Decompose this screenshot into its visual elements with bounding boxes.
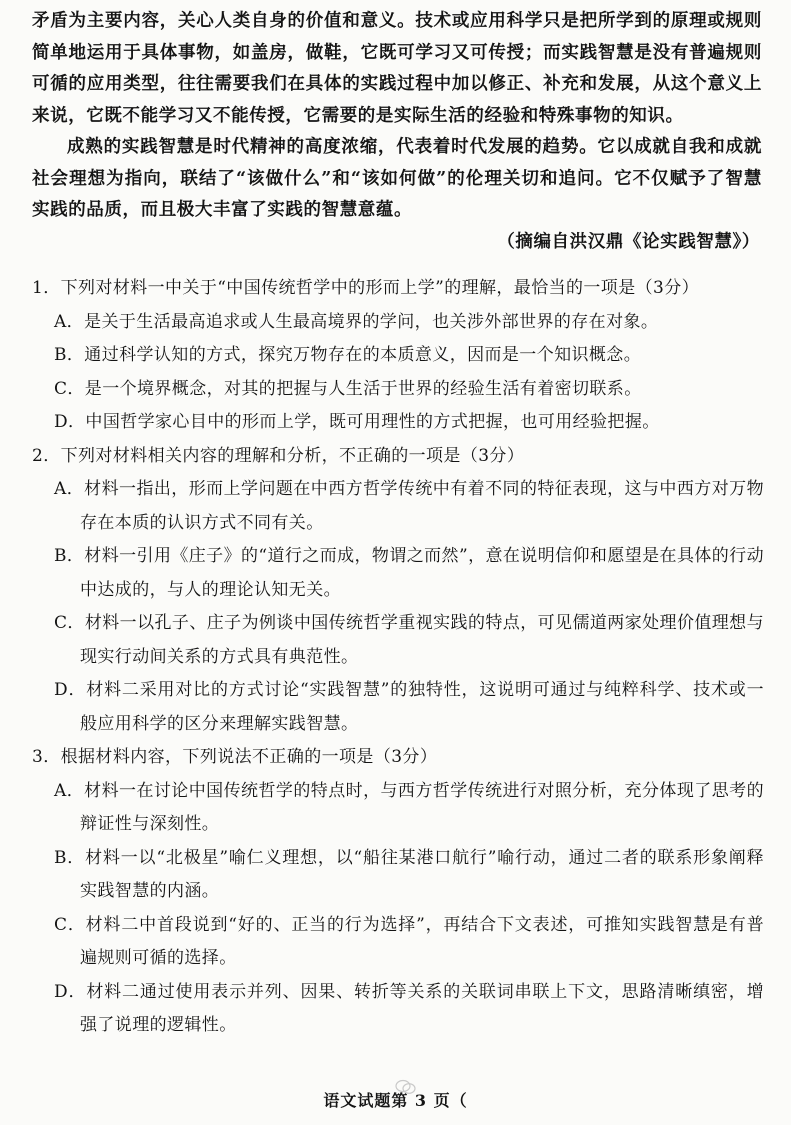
option-c: C．材料二中首段说到“好的、正当的行为选择”，再结合下文表述，可推知实践智慧是有普遍规则可循的选择。	[54, 914, 764, 968]
option-d: D．材料二通过使用表示并列、因果、转折等关系的关联词串联上下文，思路清晰缜密，增强了说理的逻辑性。	[54, 981, 764, 1035]
question-stem: 1．下列对材料一中关于“中国传统哲学中的形而上学”的理解，最恰当的一项是（3分）	[32, 278, 700, 298]
option-b: B．通过科学认知的方式，探究万物存在的本质意义，因而是一个知识概念。	[54, 345, 642, 365]
option-b: B．材料一引用《庄子》的“道行之而成，物谓之而然”，意在说明信仰和愿望是在具体的行动中达成的，与人的理论认知无关。	[54, 546, 764, 600]
passage-paragraph-1: 矛盾为主要内容，关心人类自身的价值和意义。技术或应用科学只是把所学到的原理或规则简单地运用于具体事物，如盖房，做鞋，它既可学习又可传授；而实践智慧是没有普遍规则可循的应用类型，往往需要我们在具体的实践过程中加以修正、补充和发展，从这个意义上来说，它既不能学习又不能传授，它需要的是实际生活的经验和特殊事物的知识。	[32, 11, 762, 126]
question-stem: 3．根据材料内容，下列说法不正确的一项是（3分）	[32, 747, 438, 767]
option-c: C．材料一以孔子、庄子为例谈中国传统哲学重视实践的特点，可见儒道两家处理价值理想与现实行动间关系的方式具有典范性。	[54, 613, 764, 667]
option-a: A．是关于生活最高追求或人生最高境界的学问，也关涉外部世界的存在对象。	[54, 311, 659, 332]
option-d: D．中国哲学家心目中的形而上学，既可用理性的方式把握，也可用经验把握。	[54, 412, 660, 432]
passage-paragraph-2: 成熟的实践智慧是时代精神的高度浓缩，代表着时代发展的趋势。它以成就自我和成就社会理想为指向，联结了“该做什么”和“该如何做”的伦理关切和追问。它不仅赋予了智慧实践的品质，而且极大丰富了实践的智慧意蕴。	[32, 137, 762, 220]
page-footer: 语文试题第 3 页（	[323, 1091, 468, 1110]
question-2	[32, 440, 764, 742]
question-stem: 2．下列对材料相关内容的理解和分析，不正确的一项是（3分）	[32, 445, 525, 466]
option-a: A．材料一指出，形而上学问题在中西方哲学传统中有着不同的特征表现，这与中西方对万物存在本质的认识方式不同有关。	[54, 479, 764, 533]
reading-passage	[32, 6, 762, 258]
question-3	[32, 741, 764, 1043]
option-a: A．材料一在讨论中国传统哲学的特点时，与西方哲学传统进行对照分析，充分体现了思考的辩证性与深刻性。	[54, 780, 764, 834]
question-list	[32, 272, 764, 1043]
option-c: C．是一个境界概念，对其的把握与人生活于世界的经验生活有着密切联系。	[54, 378, 642, 399]
question-1	[32, 272, 764, 440]
option-b: B．材料一以“北极星”喻仁义理想，以“船往某港口航行”喻行动，通过二者的联系形象阐释实践智慧的内涵。	[54, 847, 764, 901]
passage-source: （摘编自洪汉鼎《论实践智慧》）	[497, 231, 760, 252]
option-d: D．材料二采用对比的方式讨论“实践智慧”的独特性，这说明可通过与纯粹科学、技术或一般应用科学的区分来理解实践智慧。	[54, 680, 764, 734]
